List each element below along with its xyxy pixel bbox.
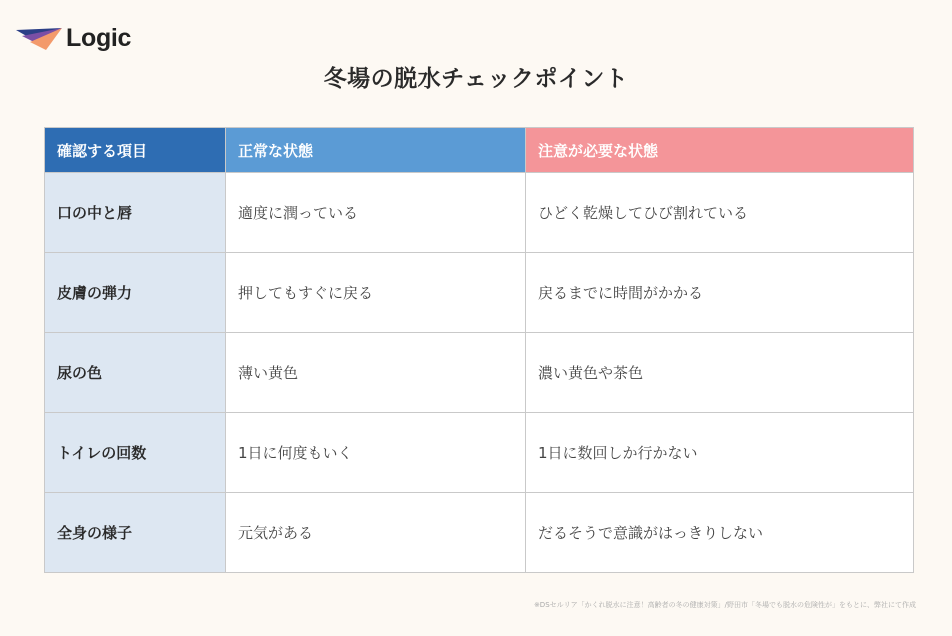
row-item: 皮膚の弾力 [45, 253, 226, 333]
header-item: 確認する項目 [45, 128, 226, 173]
table-row [45, 333, 914, 413]
row-item: 尿の色 [45, 333, 226, 413]
table-row [45, 173, 914, 253]
row-caution: ひどく乾燥してひび割れている [526, 173, 914, 253]
logo [16, 24, 131, 53]
source-note: ※DSセルリア「かくれ脱水に注意！高齢者の冬の健康対策」/野田市「冬場でも脱水の危険性が」をもとに、弊社にて作成 [533, 601, 916, 609]
table-row [45, 493, 914, 573]
row-normal: 1日に何度もいく [226, 413, 526, 493]
paper-plane-icon [16, 26, 62, 52]
row-normal: 適度に潤っている [226, 173, 526, 253]
row-caution: 1日に数回しか行かない [526, 413, 914, 493]
row-normal: 元気がある [226, 493, 526, 573]
table-row [45, 413, 914, 493]
row-caution: だるそうで意識がはっきりしない [526, 493, 914, 573]
row-item: トイレの回数 [45, 413, 226, 493]
table-header-row [45, 128, 914, 173]
checkpoint-table [44, 127, 914, 573]
header-normal: 正常な状態 [226, 128, 526, 173]
row-item: 全身の様子 [45, 493, 226, 573]
page-title: 冬場の脱水チェックポイント [323, 66, 629, 92]
table-row [45, 253, 914, 333]
row-normal: 押してもすぐに戻る [226, 253, 526, 333]
row-caution: 戻るまでに時間がかかる [526, 253, 914, 333]
row-normal: 薄い黄色 [226, 333, 526, 413]
header-caution: 注意が必要な状態 [526, 128, 914, 173]
row-caution: 濃い黄色や茶色 [526, 333, 914, 413]
row-item: 口の中と唇 [45, 173, 226, 253]
logo-text: Logic [66, 24, 132, 52]
